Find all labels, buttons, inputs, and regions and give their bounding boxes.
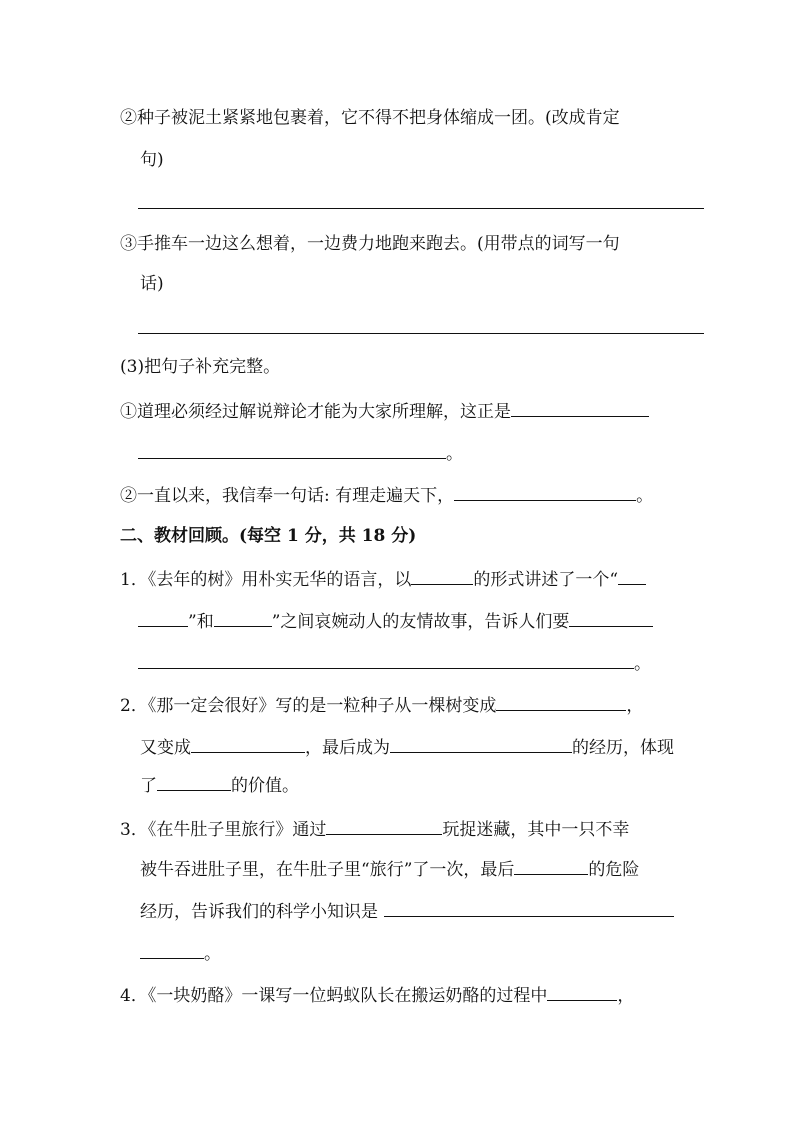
fill-sentence-1: ①道理必须经过解说辩论才能为大家所理解，这正是 bbox=[120, 398, 649, 424]
blank-q3-3b[interactable] bbox=[140, 940, 204, 959]
question-1-line-2: ”和 ”之间哀婉动人的友情故事，告诉人们要 bbox=[138, 608, 653, 634]
blank-q1-4b[interactable] bbox=[138, 650, 634, 669]
question-1-line-3: 。 bbox=[138, 650, 651, 676]
question-3-line-4: 。 bbox=[140, 940, 221, 966]
blank-q2-2[interactable] bbox=[191, 734, 305, 753]
blank-q1-2b[interactable] bbox=[138, 608, 188, 627]
blank-q3-3a[interactable] bbox=[384, 898, 674, 917]
question-2-text: ②种子被泥土紧紧地包裹着，它不得不把身体缩成一团。(改成肯定 bbox=[120, 108, 620, 128]
answer-line-q3[interactable] bbox=[138, 333, 704, 334]
blank-s3-1a[interactable] bbox=[511, 398, 649, 417]
answer-line-q2[interactable] bbox=[138, 208, 704, 209]
blank-q2-1[interactable] bbox=[496, 692, 626, 711]
blank-q3-2[interactable] bbox=[514, 856, 588, 875]
question-2-line-3: 了 的价值。 bbox=[140, 772, 299, 798]
section-3-heading: (3)把句子补充完整。 bbox=[120, 357, 281, 377]
fill-sentence-2: ②一直以来，我信奉一句话: 有理走遍天下， 。 bbox=[120, 482, 653, 508]
blank-q4-1[interactable] bbox=[547, 982, 617, 1001]
blank-s3-2[interactable] bbox=[454, 482, 636, 501]
blank-q3-1[interactable] bbox=[326, 816, 442, 835]
blank-q2-3[interactable] bbox=[390, 734, 572, 753]
question-3-line-2: 被牛吞进肚子里，在牛肚子里“旅行”了一次，最后 的危险 bbox=[140, 856, 639, 882]
question-2-continuation: 句) bbox=[140, 150, 164, 170]
question-3-line-1: 3．《在牛肚子里旅行》通过 玩捉迷藏，其中一只不幸 bbox=[120, 816, 629, 842]
blank-q2-4[interactable] bbox=[157, 772, 231, 791]
blank-q1-4a[interactable] bbox=[569, 608, 653, 627]
blank-q1-3[interactable] bbox=[214, 608, 272, 627]
blank-s3-1b[interactable] bbox=[138, 440, 446, 459]
question-1-line-1: 1．《去年的树》用朴实无华的语言，以 的形式讲述了一个“ bbox=[120, 566, 646, 592]
question-3-continuation: 话) bbox=[140, 274, 164, 294]
question-3-text: ③手推车一边这么想着，一边费力地跑来跑去。(用带点的词写一句 bbox=[120, 234, 620, 254]
section-2-heading: 二、教材回顾。(每空 1 分，共 18 分) bbox=[120, 526, 417, 546]
blank-q1-1[interactable] bbox=[411, 566, 473, 585]
question-3-line-3: 经历，告诉我们的科学小知识是 bbox=[140, 898, 674, 924]
question-2-line-1: 2．《那一定会很好》写的是一粒种子从一棵树变成 ， bbox=[120, 692, 643, 718]
fill-sentence-1-cont: 。 bbox=[138, 440, 463, 466]
question-2-line-2: 又变成 ，最后成为 的经历，体现 bbox=[140, 734, 674, 760]
question-4-line-1: 4．《一块奶酪》一课写一位蚂蚁队长在搬运奶酪的过程中 ， bbox=[120, 982, 634, 1008]
blank-q1-2a[interactable] bbox=[618, 566, 646, 585]
